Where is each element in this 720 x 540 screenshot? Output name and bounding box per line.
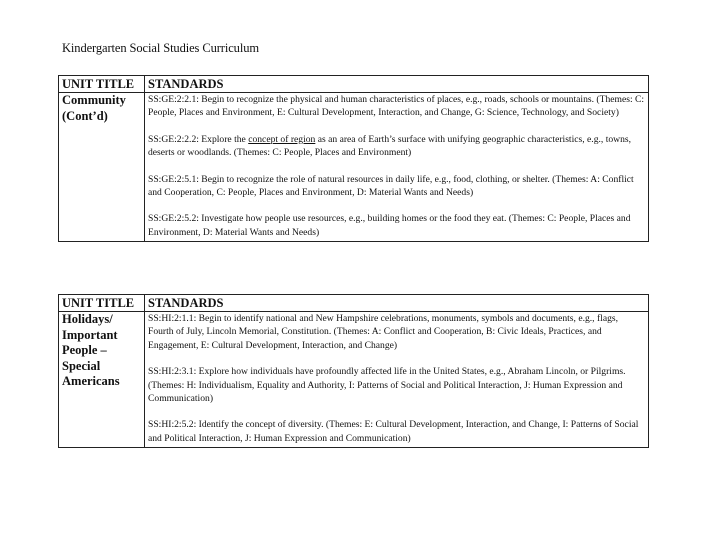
standards-cell	[145, 312, 649, 448]
unit-title-header: UNIT TITLE	[59, 295, 145, 312]
curriculum-table-holidays	[58, 294, 649, 448]
standards-cell	[145, 93, 649, 242]
standard-item: SS:HI:2:1.1: Begin to identify national and New Hampshire celebrations, monuments, symbols and documents, e.g., flags, Fourth of July, Lincoln Memorial, Constitution. (Themes: A: Conflict and Cooperation, B: Civic Ideals, Practices, and Engagement, E: Cultural Development, Interaction, and Change)	[148, 313, 619, 351]
standards-header: STANDARDS	[145, 76, 649, 93]
table-row	[59, 312, 649, 448]
standards-header: STANDARDS	[145, 295, 649, 312]
table-header-row	[59, 295, 649, 312]
standard-item: SS:HI:2:3.1: Explore how individuals have profoundly affected life in the United States, e.g., Abraham Lincoln, or Pilgrims. (Themes: H: Individualism, Equality and Authority, I: Patterns of Social and Political Interaction, J: Human Expression and Communication)	[148, 366, 626, 405]
table-header-row	[59, 76, 649, 93]
standard-text: SS:GE:2:2.2: Explore the	[148, 133, 249, 145]
standard-item: SS:HI:2:5.2: Identify the concept of diversity. (Themes: E: Cultural Development, Interaction, and Change, I: Patterns of Social and Political Interaction, J: Human Expression and Communication)	[148, 419, 639, 444]
unit-title-cell: Holidays/ Important People – Special Americans	[59, 312, 145, 448]
curriculum-table-community	[58, 75, 649, 242]
document-title: Kindergarten Social Studies Curriculum	[62, 41, 259, 55]
standard-item: SS:GE:2:2.1: Begin to recognize the physical and human characteristics of places, e.g., roads, schools or mountains. (Themes: C: People, Places and Environment, E: Cultural Development, Interaction, and Change, G: Science, Technology, and Society)	[148, 94, 645, 119]
standard-item: SS:GE:2:5.1: Begin to recognize the role of natural resources in daily life, e.g., food, clothing, or shelter. (Themes: A: Conflict and Cooperation, C: People, Places and Environment, D: Material Wants and Needs)	[148, 173, 634, 199]
standard-text: as an area of Earth’s surface with unifying geographic characteristics, e.g., towns, deserts or woodlands. (Themes: C: People, Places and Environment)	[148, 133, 632, 159]
unit-title-header: UNIT TITLE	[59, 76, 145, 93]
underlined-term: concept of region	[248, 133, 316, 145]
unit-title-cell: Community (Cont’d)	[59, 93, 145, 242]
table-row	[59, 93, 649, 242]
standard-item: SS:GE:2:5.2: Investigate how people use resources, e.g., building homes or the food they eat. (Themes: C: People, Places and Environment, D: Material Wants and Needs)	[148, 213, 631, 238]
standard-item	[148, 133, 645, 160]
